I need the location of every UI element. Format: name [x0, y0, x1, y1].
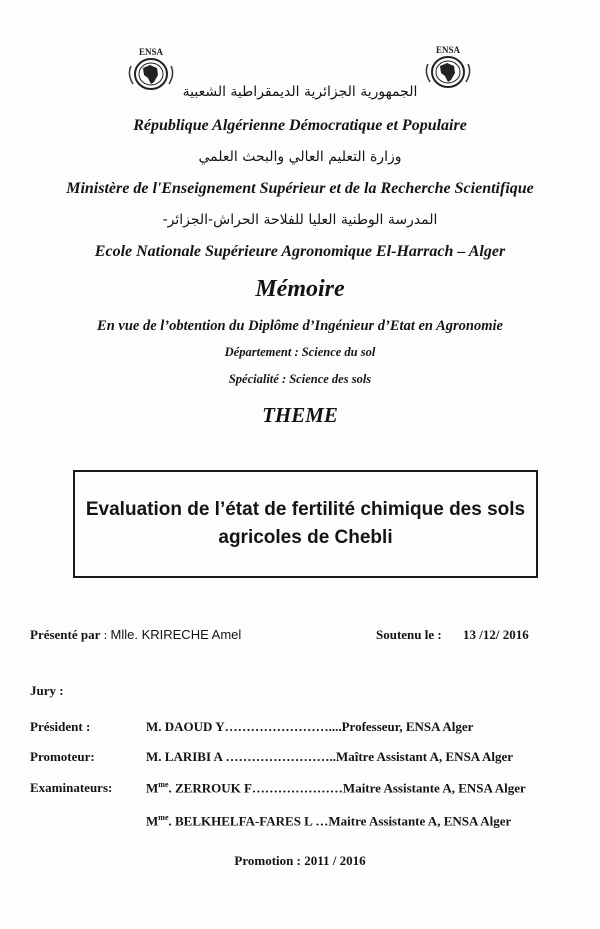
soutenu-label: Soutenu le : — [376, 627, 442, 642]
presenter-name: Mlle. KRIRECHE Amel — [110, 627, 242, 642]
republic-name: République Algérienne Démocratique et Populaire — [133, 117, 467, 134]
theme-label: THEME — [262, 403, 338, 427]
jury-member: $M^{me}$. BELKHELFA-FARES L …Maitre Assistante A, ENSA Alger — [146, 813, 512, 829]
memoire-subtitle: En vue de l’obtention du Diplôme d’Ingénieur d’Etat en Agronomie — [97, 318, 503, 334]
theme-line-1: Evaluation de l’état de fertilité chimique des sols — [85, 499, 526, 520]
jury-member: M. DAOUD Y……………………....Professeur, ENSA Alger — [146, 719, 474, 734]
theme-line-2: agricoles de Chebli — [218, 527, 393, 548]
jury-role: Président : — [30, 719, 91, 734]
promotion: Promotion : 2011 / 2016 — [234, 853, 366, 868]
soutenu-date: 13 /12/ 2016 — [463, 627, 529, 642]
jury-role: Promoteur: — [30, 749, 95, 764]
ministry-name: Ministère de l'Enseignement Supérieur et de la Recherche Scientifique — [66, 180, 534, 197]
arabic-ministry: وزارة التعليم العالي والبحث العلمي — [198, 149, 402, 165]
svg-text:ENSA: ENSA — [138, 47, 164, 57]
school-name: Ecole Nationale Supérieure Agronomique El-Harrach – Alger — [94, 243, 506, 260]
arabic-republic: الجمهورية الجزائرية الديمقراطية الشعبية — [182, 84, 418, 100]
jury-member: $M^{me}$. ZERROUK F…………………Maitre Assistante A, ENSA Alger — [146, 780, 526, 796]
presented-label: Présenté par — [30, 627, 101, 642]
jury-role: Examinateurs: — [30, 780, 113, 795]
jury-label: Jury : — [30, 683, 64, 698]
theme-box — [73, 470, 538, 578]
arabic-school: المدرسة الوطنية العليا للفلاحة الحراش-الجزائر- — [162, 212, 438, 228]
svg-text:ENSA: ENSA — [435, 45, 461, 55]
speciality: Spécialité : Science des sols — [228, 372, 372, 386]
jury-member: M. LARIBI A ……………………..Maître Assistant A, ENSA Alger — [146, 749, 514, 764]
department: Département : Science du sol — [224, 345, 376, 359]
presented-by: Présenté par : Mlle. KRIRECHE Amel — [30, 627, 242, 642]
memoire-title: Mémoire — [255, 276, 345, 302]
